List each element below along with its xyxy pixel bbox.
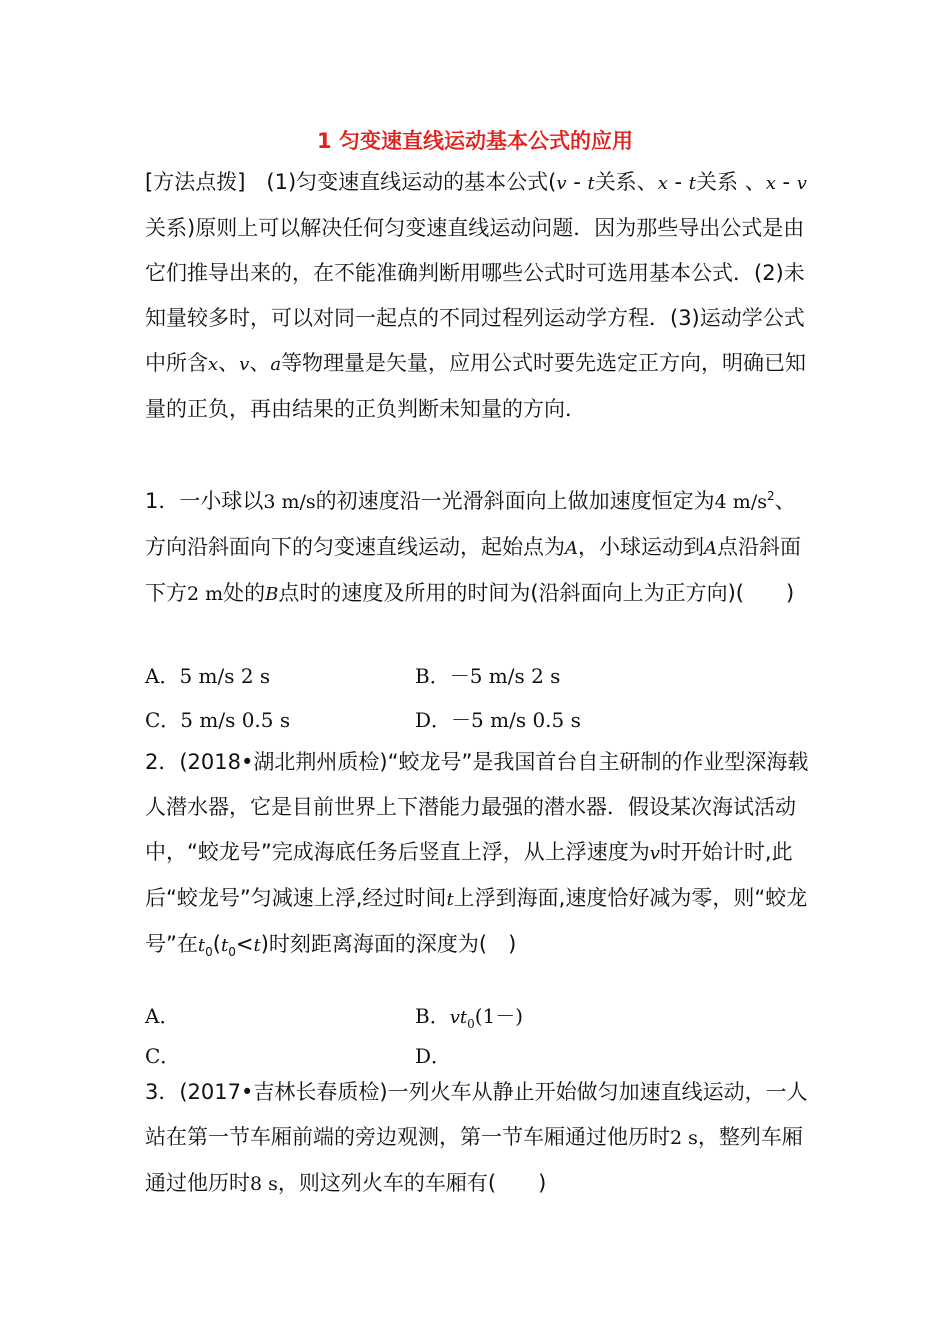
q1-options-row-1: [145, 660, 810, 700]
q2-options-row-1: [145, 1000, 810, 1040]
q2-option-b[interactable]: B．$vt_0(1-)$: [415, 1004, 524, 1031]
method-label: [方法点拨]: [145, 170, 246, 194]
method-tips-paragraph: [方法点拨] (1)匀变速直线运动的基本公式(v - t关系、x - t关系 、x - v关系)原则上可以解决任何匀变速直线运动问题．因为那些导出公式是由它们推导出来的，在不能准确判断用哪些公式时可选用基本公式．(2)未知量较多时，可以对同一起点的不同过程列运动学方程．(3)运动学公式中所含x、v、a等物理量是矢量，应用公式时要先选定正方向，明确已知量的正负，再由结果的正负判断未知量的方向．: [145, 170, 807, 421]
q1-option-d[interactable]: D．－5 m/s 0.5 s: [415, 708, 581, 732]
q1-option-a[interactable]: A．5 m/s 2 s: [145, 664, 271, 688]
q2-option-c[interactable]: C．: [145, 1044, 181, 1068]
q2-option-d[interactable]: D．: [415, 1044, 452, 1068]
q1-options-row-2: [145, 704, 810, 744]
question-2: 2．(2018•湖北荆州质检)“蛟龙号”是我国首台自主研制的作业型深海载人潜水器，它是目前世界上下潜能力最强的潜水器．假设某次海试活动中，“蛟龙号”完成海底任务后竖直上浮，从上浮速度为v时开始计时,此后“蛟龙号”匀减速上浮,经过时间t上浮到海面,速度恰好减为零，则“蛟龙号”在$t_0(t_0<t)$时刻距离海面的深度为( ): [145, 750, 809, 960]
question-3: 3．(2017•吉林长春质检)一列火车从静止开始做匀加速直线运动，一人站在第一节车厢前端的旁边观测，第一节车厢通过他历时2 s，整列车厢通过他历时8 s，则这列火车的车厢有( ): [145, 1080, 808, 1195]
question-1: 1．一小球以3 m/s的初速度沿一光滑斜面向上做加速度恒定为4 $m/s^2$、方向沿斜面向下的匀变速直线运动，起始点为A，小球运动到A点沿斜面下方2 m处的B点时的速度及所用的时间为(沿斜面向上为正方向)( ): [145, 489, 801, 605]
q2-option-a[interactable]: A．: [145, 1004, 180, 1028]
q1-option-c[interactable]: C．5 m/s 0.5 s: [145, 708, 291, 732]
section-title: 1 匀变速直线运动基本公式的应用: [317, 129, 633, 153]
q1-option-b[interactable]: B．－5 m/s 2 s: [415, 664, 561, 688]
